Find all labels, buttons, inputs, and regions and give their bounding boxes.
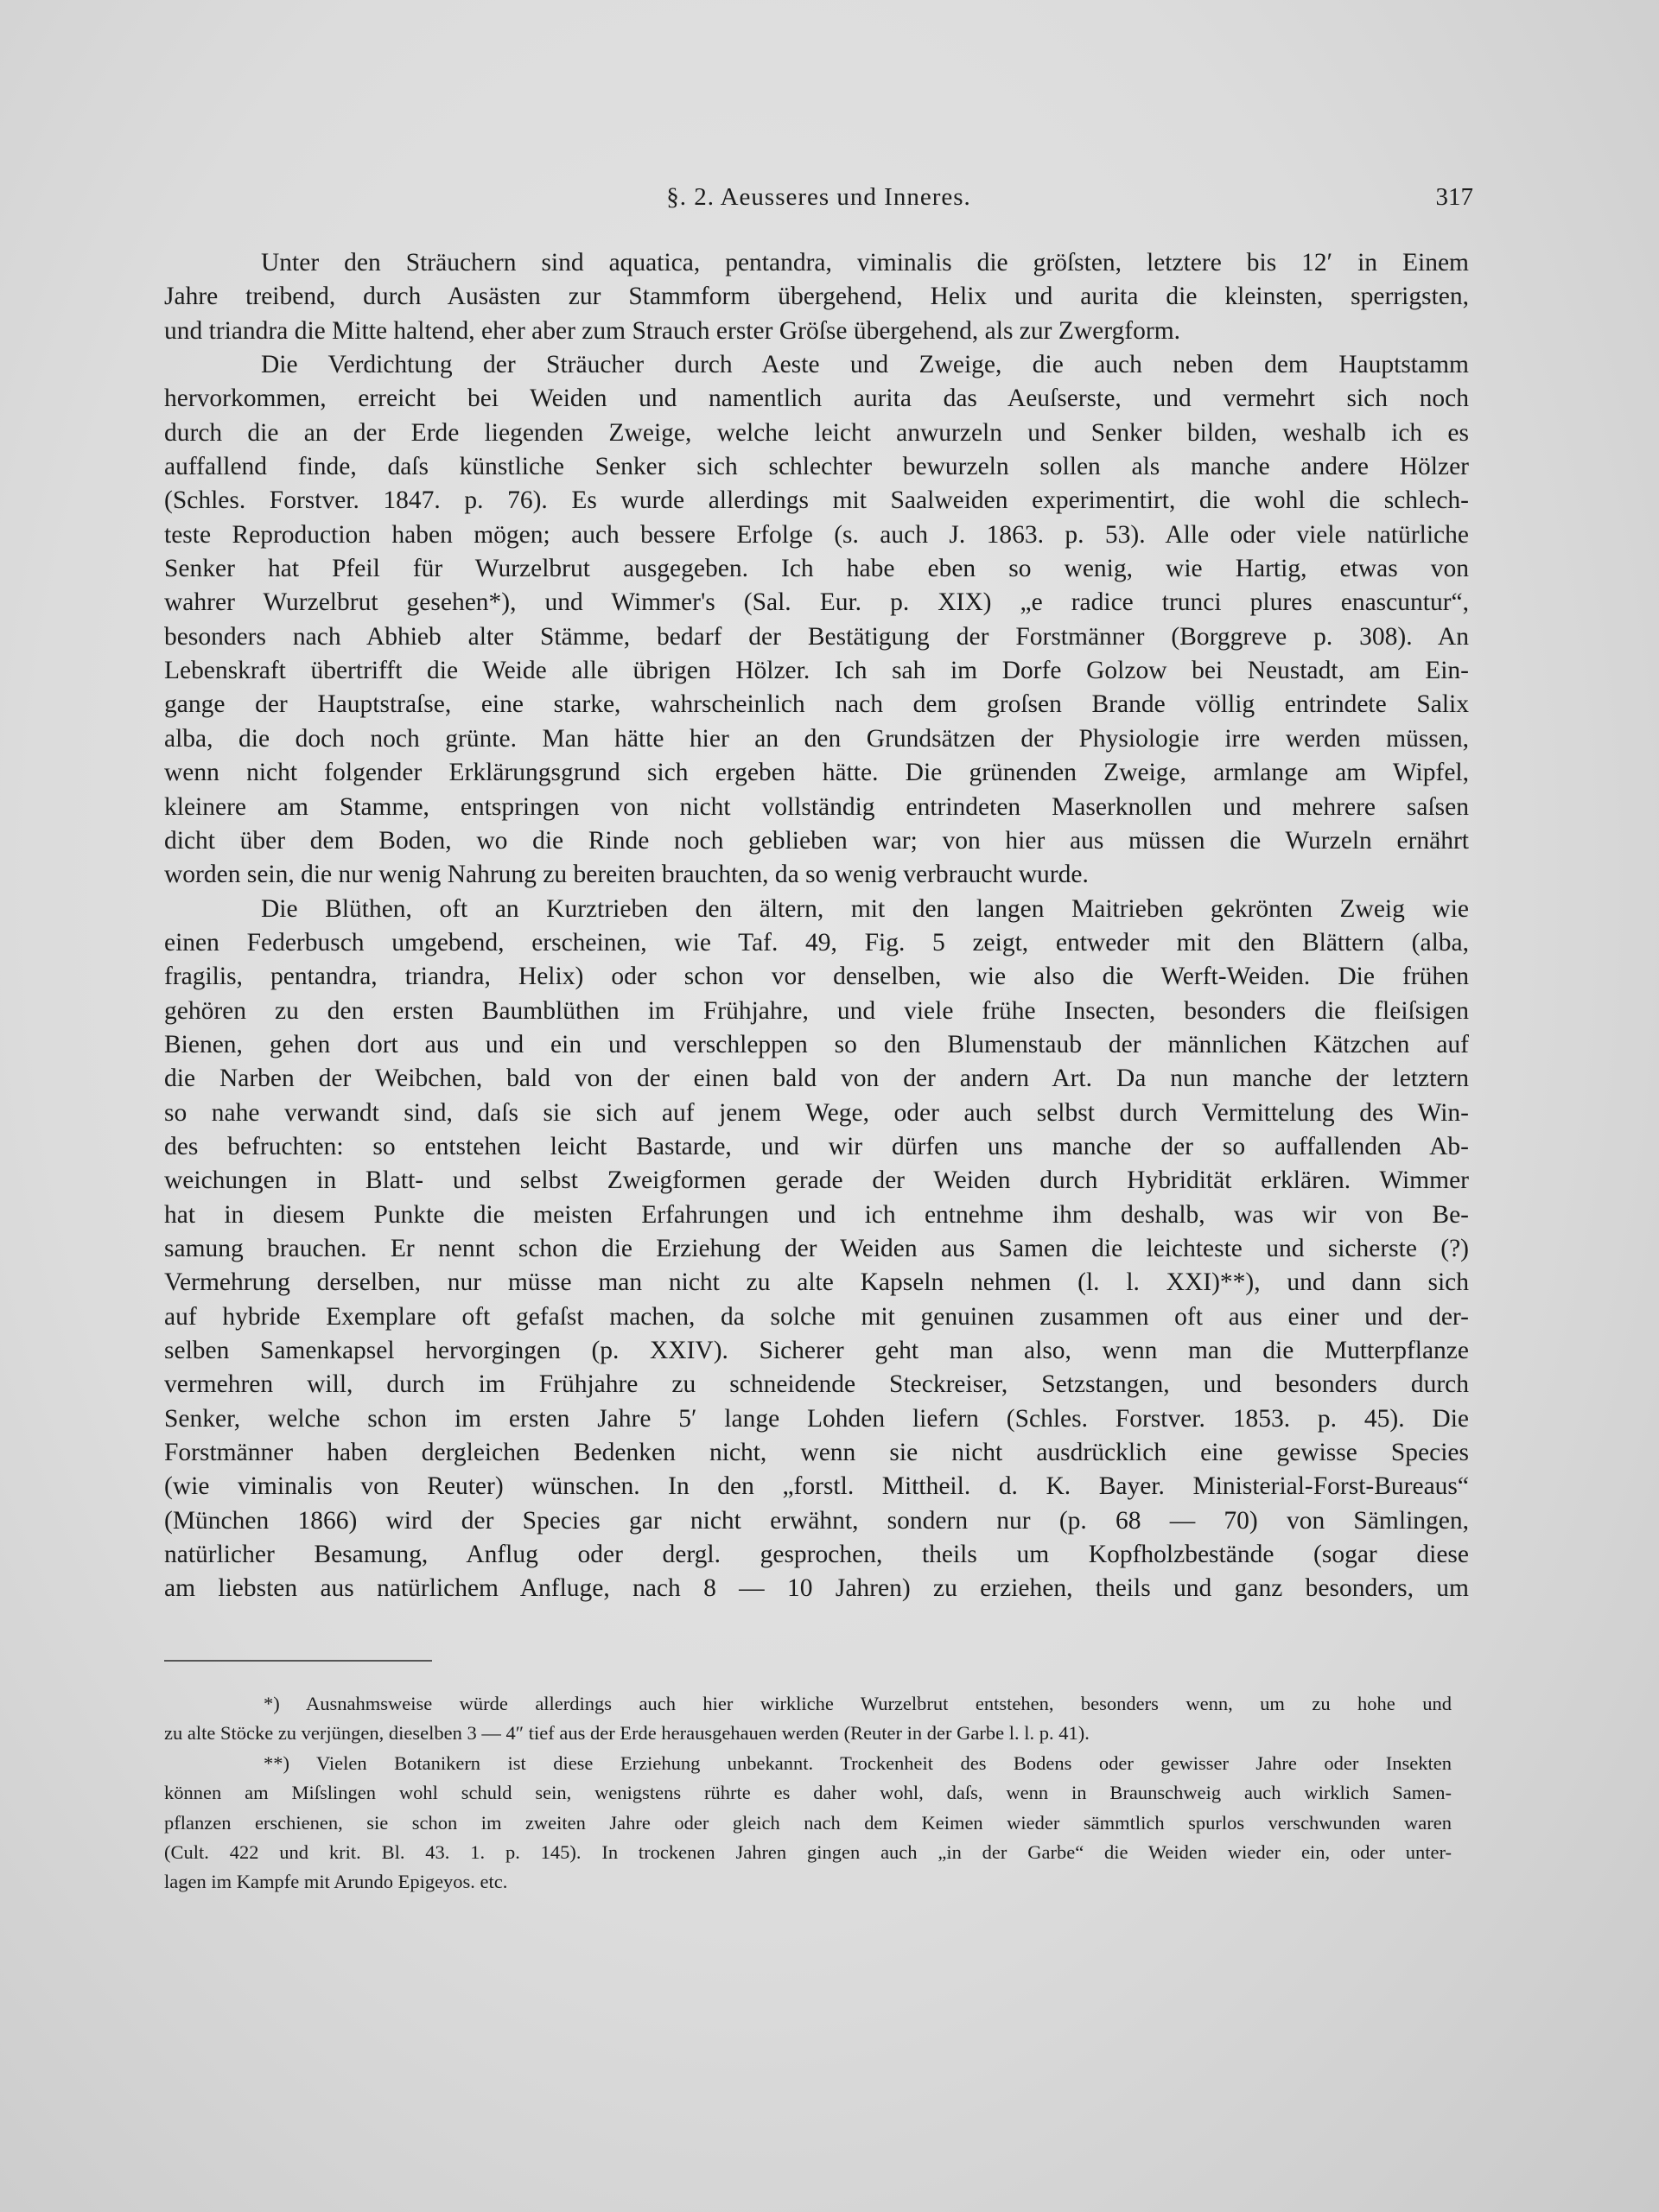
text-line: (wie viminalis von Reuter) wünschen. In den „forstl. Mittheil. d. K. Bayer. Ministerial-Forst-Bureaus“ bbox=[164, 1472, 1469, 1501]
text-line: Senker hat Pfeil für Wurzelbrut ausgegeben. Ich habe eben so wenig, wie Hartig, etwas von bbox=[164, 555, 1469, 583]
text-line: worden sein, die nur wenig Nahrung zu bereiten brauchten, da so wenig verbraucht wurde. bbox=[164, 861, 1089, 889]
text-line: Vermehrung derselben, nur müsse man nicht zu alte Kapseln nehmen (l. l. XXI)**), und dann sich bbox=[164, 1268, 1469, 1297]
text-line: wenn nicht folgender Erklärungsgrund sich ergeben hätte. Die grünenden Zweige, armlange am Wipfel, bbox=[164, 759, 1469, 787]
text-line: gange der Hauptstraſse, eine starke, wahrscheinlich nach dem groſsen Brande völlig entrindete Salix bbox=[164, 690, 1469, 719]
text-line: (Schles. Forstver. 1847. p. 76). Es wurde allerdings mit Saalweiden experimentirt, die wohl die schlech- bbox=[164, 486, 1469, 515]
text-line: samung brauchen. Er nennt schon die Erziehung der Weiden aus Samen die leichteste und sicherste (?) bbox=[164, 1234, 1469, 1262]
text-line: Senker, welche schon im ersten Jahre 5′ lange Lohden liefern (Schles. Forstver. 1853. p. 45). Die bbox=[164, 1404, 1469, 1433]
footnote-line: **) Vielen Botanikern ist diese Erziehung unbekannt. Trockenheit des Bodens oder gewisser Jahre oder Insekten bbox=[264, 1751, 1452, 1774]
page-number: 317 bbox=[1435, 183, 1473, 211]
text-line: fragilis, pentandra, triandra, Helix) oder schon vor denselben, wie also die Werft-Weiden. Die frühen bbox=[164, 963, 1469, 991]
text-line: hervorkommen, erreicht bei Weiden und namentlich aurita das Aeuſserste, und vermehrt sich noch bbox=[164, 385, 1469, 413]
text-line: auf hybride Exemplare oft gefaſst machen, da solche mit genuinen zusammen oft aus einer und der- bbox=[164, 1302, 1469, 1331]
text-line: besonders nach Abhieb alter Stämme, bedarf der Bestätigung der Forstmänner (Borggreve p. 308). An bbox=[164, 622, 1469, 651]
text-line: die Narben der Weibchen, bald von der einen bald von der andern Art. Da nun manche der letztern bbox=[164, 1065, 1469, 1093]
footnotes bbox=[164, 1689, 1452, 1897]
text-line: Jahre treibend, durch Ausästen zur Stammform übergehend, Helix und aurita die kleinsten, sperrigsten, bbox=[164, 283, 1469, 311]
text-line: durch die an der Erde liegenden Zweige, welche leicht anwurzeln und Senker bilden, weshalb ich es bbox=[164, 418, 1469, 447]
text-line: Forstmänner haben dergleichen Bedenken nicht, wenn sie nicht ausdrücklich eine gewisse Species bbox=[164, 1439, 1469, 1467]
footnote-line: pflanzen erschienen, sie schon im zweiten Jahre oder gleich nach dem Keimen wieder sämmtlich spurlos verschwunden waren bbox=[164, 1811, 1452, 1834]
text-line: vermehren will, durch im Frühjahre zu schneidende Steckreiser, Setzstangen, und besonders durch bbox=[164, 1370, 1469, 1399]
text-line: so nahe verwandt sind, daſs sie sich auf jenem Wege, oder auch selbst durch Vermittelung des Win- bbox=[164, 1098, 1469, 1127]
text-line: am liebsten aus natürlichem Anfluge, nach 8 — 10 Jahren) zu erziehen, theils und ganz besonders, um bbox=[164, 1574, 1469, 1603]
page-header bbox=[164, 183, 1473, 218]
body-text bbox=[164, 246, 1469, 1606]
text-line: einen Federbusch umgebend, erscheinen, wie Taf. 49, Fig. 5 zeigt, entweder mit den Blättern (alba, bbox=[164, 928, 1469, 957]
text-line: teste Reproduction haben mögen; auch bessere Erfolge (s. auch J. 1863. p. 53). Alle oder viele natürliche bbox=[164, 520, 1469, 549]
text-line: hat in diesem Punkte die meisten Erfahrungen und ich entnehme ihm deshalb, was wir von Be- bbox=[164, 1200, 1469, 1229]
text-line: alba, die doch noch grünte. Man hätte hier an den Grundsätzen der Physiologie irre werden müssen, bbox=[164, 724, 1469, 753]
footnote-line: können am Miſslingen wohl schuld sein, wenigstens rührte es daher wohl, daſs, wenn in Braunschweig auch wirklich Samen- bbox=[164, 1782, 1452, 1804]
text-line: des befruchten: so entstehen leicht Bastarde, und wir dürfen uns manche der so auffallenden Ab- bbox=[164, 1132, 1469, 1160]
text-line: gehören zu den ersten Baumblüthen im Frühjahre, und viele frühe Insecten, besonders die fleiſsigen bbox=[164, 996, 1469, 1025]
text-line: Lebenskraft übertrifft die Weide alle übrigen Hölzer. Ich sah im Dorfe Golzow bei Neustadt, am Ein- bbox=[164, 657, 1469, 685]
text-line: natürlicher Besamung, Anflug oder dergl. gesprochen, theils um Kopfholzbestände (sogar diese bbox=[164, 1541, 1469, 1569]
text-line: und triandra die Mitte haltend, eher aber zum Strauch erster Gröſse übergehend, als zur Zwergform. bbox=[164, 316, 1181, 345]
text-line: wahrer Wurzelbrut gesehen*), und Wimmer's (Sal. Eur. p. XIX) „e radice trunci plures enascuntur“, bbox=[164, 588, 1469, 617]
footnote-line: lagen im Kampfe mit Arundo Epigeyos. etc. bbox=[164, 1871, 508, 1893]
text-line: weichungen in Blatt- und selbst Zweigformen gerade der Weiden durch Hybridität erklären. Wimmer bbox=[164, 1166, 1469, 1195]
text-line: (München 1866) wird der Species gar nicht erwähnt, sondern nur (p. 68 — 70) von Sämlingen, bbox=[164, 1506, 1469, 1535]
text-line: auffallend finde, daſs künstliche Senker sich schlechter bewurzeln sollen als manche andere Hölzer bbox=[164, 453, 1469, 481]
footnote-line: *) Ausnahmsweise würde allerdings auch hier wirkliche Wurzelbrut entstehen, besonders wenn, um zu hohe und bbox=[264, 1693, 1452, 1714]
running-title: §. 2. Aeusseres und Inneres. bbox=[666, 183, 971, 211]
text-line: dicht über dem Boden, wo die Rinde noch geblieben war; von hier aus müssen die Wurzeln ernährt bbox=[164, 826, 1469, 855]
footnote-line: zu alte Stöcke zu verjüngen, dieselben 3 — 4″ tief aus der Erde herausgehauen werden (Reuter in der Garbe l. l. p. 41). bbox=[164, 1722, 1090, 1745]
text-line: kleinere am Stamme, entspringen von nicht vollständig entrindeten Maserknollen und mehrere saſsen bbox=[164, 792, 1469, 821]
footnote-separator bbox=[164, 1660, 432, 1662]
text-line: Bienen, gehen dort aus und ein und verschleppen so den Blumenstaub der männlichen Kätzchen auf bbox=[164, 1030, 1469, 1058]
text-line: Die Blüthen, oft an Kurztrieben den ältern, mit den langen Maitrieben gekrönten Zweig wie bbox=[261, 894, 1469, 923]
text-line: Unter den Sträuchern sind aquatica, pentandra, viminalis die gröſsten, letztere bis 12′ in Einem bbox=[261, 249, 1469, 276]
footnote-line: (Cult. 422 und krit. Bl. 43. 1. p. 145). In trockenen Jahren gingen auch „in der Garbe“ die Weiden wieder ein, oder unter- bbox=[164, 1840, 1452, 1863]
text-line: Die Verdichtung der Sträucher durch Aeste und Zweige, die auch neben dem Hauptstamm bbox=[261, 351, 1469, 379]
text-line: selben Samenkapsel hervorgingen (p. XXIV). Sicherer geht man also, wenn man die Mutterpflanze bbox=[164, 1337, 1469, 1364]
